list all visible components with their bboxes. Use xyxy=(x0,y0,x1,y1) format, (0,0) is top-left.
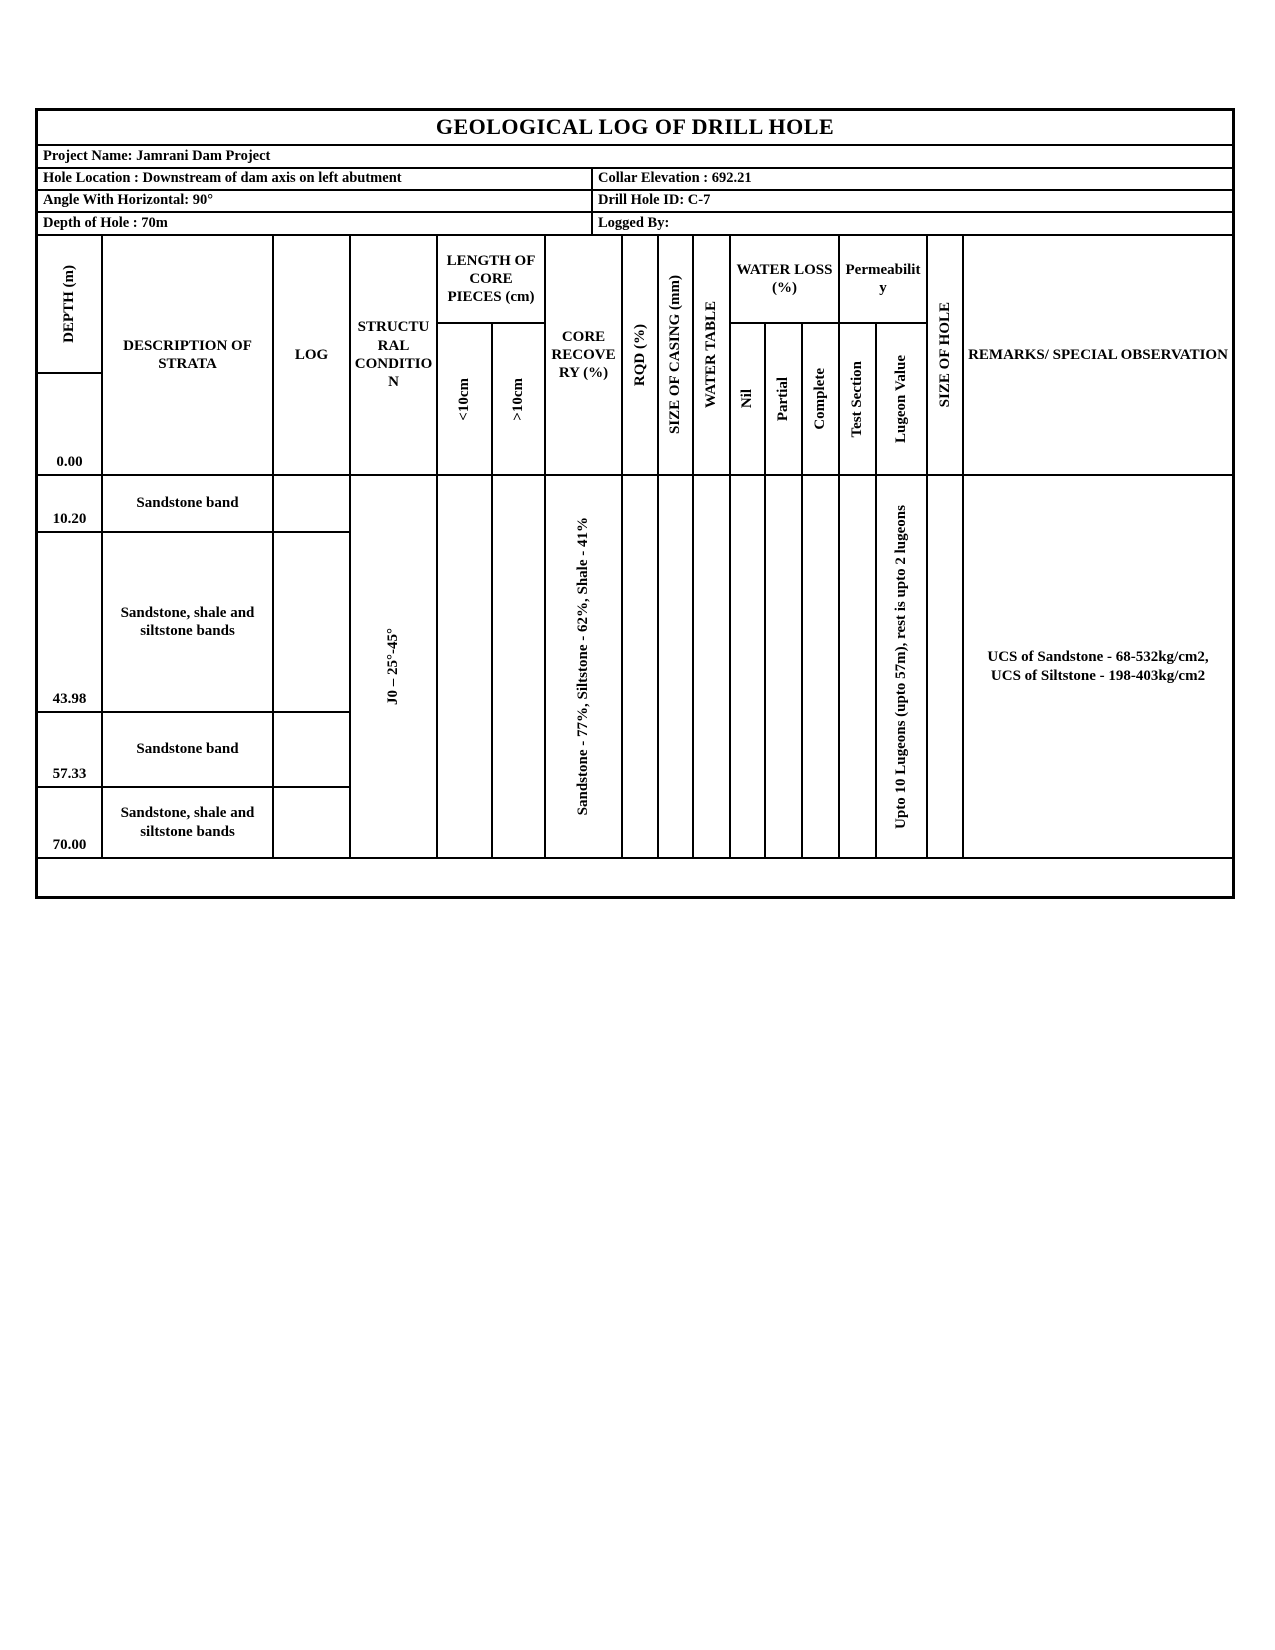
core-recovery-text: Sandstone - 77%, Siltstone - 62%, Shale - 41% xyxy=(575,517,592,816)
col-header-rqd xyxy=(622,235,658,475)
remarks-line-2: UCS of Siltstone - 198-403kg/cm2 xyxy=(990,667,1206,684)
drill-log-table xyxy=(35,108,1235,899)
rqd-label: RQD (%) xyxy=(631,323,648,387)
depth-value: 10.20 xyxy=(37,475,102,532)
lt10cm-value xyxy=(437,475,492,858)
log-cell xyxy=(273,787,350,858)
water-table-value xyxy=(693,475,730,858)
footer-empty-row xyxy=(37,858,1233,897)
col-header-description: DESCRIPTION OF STRATA xyxy=(102,235,273,475)
log-cell xyxy=(273,532,350,712)
structural-condition-text: J0 – 25°-45° xyxy=(385,628,402,705)
size-of-hole-value xyxy=(927,475,963,858)
depth-value: 70.00 xyxy=(37,787,102,858)
partial-label: Partial xyxy=(775,376,792,422)
col-group-length-of-core-pieces: LENGTH OF CORE PIECES (cm) xyxy=(437,235,545,323)
col-header-complete xyxy=(802,323,839,475)
test-section-label: Test Section xyxy=(849,360,866,438)
nil-label: Nil xyxy=(739,389,756,409)
col-header-gt10cm xyxy=(492,323,545,475)
col-header-remarks: REMARKS/ SPECIAL OBSERVATION xyxy=(963,235,1233,475)
col-header-size-of-casing xyxy=(658,235,693,475)
col-header-partial xyxy=(765,323,802,475)
col-header-log: LOG xyxy=(273,235,350,475)
gt10cm-value xyxy=(492,475,545,858)
col-header-test-section xyxy=(839,323,876,475)
col-group-water-loss: WATER LOSS (%) xyxy=(730,235,839,323)
depth-of-hole: Depth of Hole : 70m xyxy=(37,212,592,235)
project-name: Project Name: Jamrani Dam Project xyxy=(37,145,1233,168)
size-of-hole-label: SIZE OF HOLE xyxy=(936,302,953,408)
page-title: GEOLOGICAL LOG OF DRILL HOLE xyxy=(37,110,1233,145)
strata-description: Sandstone band xyxy=(102,475,273,532)
strata-description: Sandstone band xyxy=(102,712,273,787)
col-header-core-recovery: CORE RECOVERY (%) xyxy=(545,235,622,475)
col-header-nil xyxy=(730,323,765,475)
lugeon-value-cell xyxy=(876,475,927,858)
log-cell xyxy=(273,712,350,787)
water-loss-partial-value xyxy=(765,475,802,858)
lugeon-value-text: Upto 10 Lugeons (upto 57m), rest is upto 2 lugeons xyxy=(893,504,910,829)
col-header-size-of-hole xyxy=(927,235,963,475)
core-recovery-value xyxy=(545,475,622,858)
depth-value: 43.98 xyxy=(37,532,102,712)
hole-location: Hole Location : Downstream of dam axis on left abutment xyxy=(37,168,592,190)
col-group-permeability: Permeability xyxy=(839,235,927,323)
col-header-water-table xyxy=(693,235,730,475)
drill-hole-id: Drill Hole ID: C-7 xyxy=(592,190,1233,212)
col-header-lugeon-value xyxy=(876,323,927,475)
remarks-cell xyxy=(963,475,1233,858)
structural-condition-value xyxy=(350,475,437,858)
remarks-line-1: UCS of Sandstone - 68-532kg/cm2, xyxy=(987,649,1209,666)
size-of-casing-label: SIZE OF CASING (mm) xyxy=(667,275,684,435)
log-cell xyxy=(273,475,350,532)
angle-with-horizontal: Angle With Horizontal: 90° xyxy=(37,190,592,212)
logged-by: Logged By: xyxy=(592,212,1233,235)
water-table-label: WATER TABLE xyxy=(703,301,720,409)
depth-header-label: DEPTH (m) xyxy=(61,265,78,343)
size-of-casing-value xyxy=(658,475,693,858)
depth-start-value: 0.00 xyxy=(37,373,102,475)
strata-description: Sandstone, shale and siltstone bands xyxy=(102,787,273,858)
col-header-structural-condition: STRUCTURAL CONDITION xyxy=(350,235,437,475)
rqd-value xyxy=(622,475,658,858)
water-loss-nil-value xyxy=(730,475,765,858)
water-loss-complete-value xyxy=(802,475,839,858)
collar-elevation: Collar Elevation : 692.21 xyxy=(592,168,1233,190)
gt10cm-label: >10cm xyxy=(510,377,527,421)
lt10cm-label: <10cm xyxy=(456,377,473,421)
strata-description: Sandstone, shale and siltstone bands xyxy=(102,532,273,712)
complete-label: Complete xyxy=(812,368,829,430)
col-header-depth xyxy=(37,235,102,373)
depth-value: 57.33 xyxy=(37,712,102,787)
test-section-value xyxy=(839,475,876,858)
col-header-lt10cm xyxy=(437,323,492,475)
lugeon-value-label: Lugeon Value xyxy=(893,355,910,443)
